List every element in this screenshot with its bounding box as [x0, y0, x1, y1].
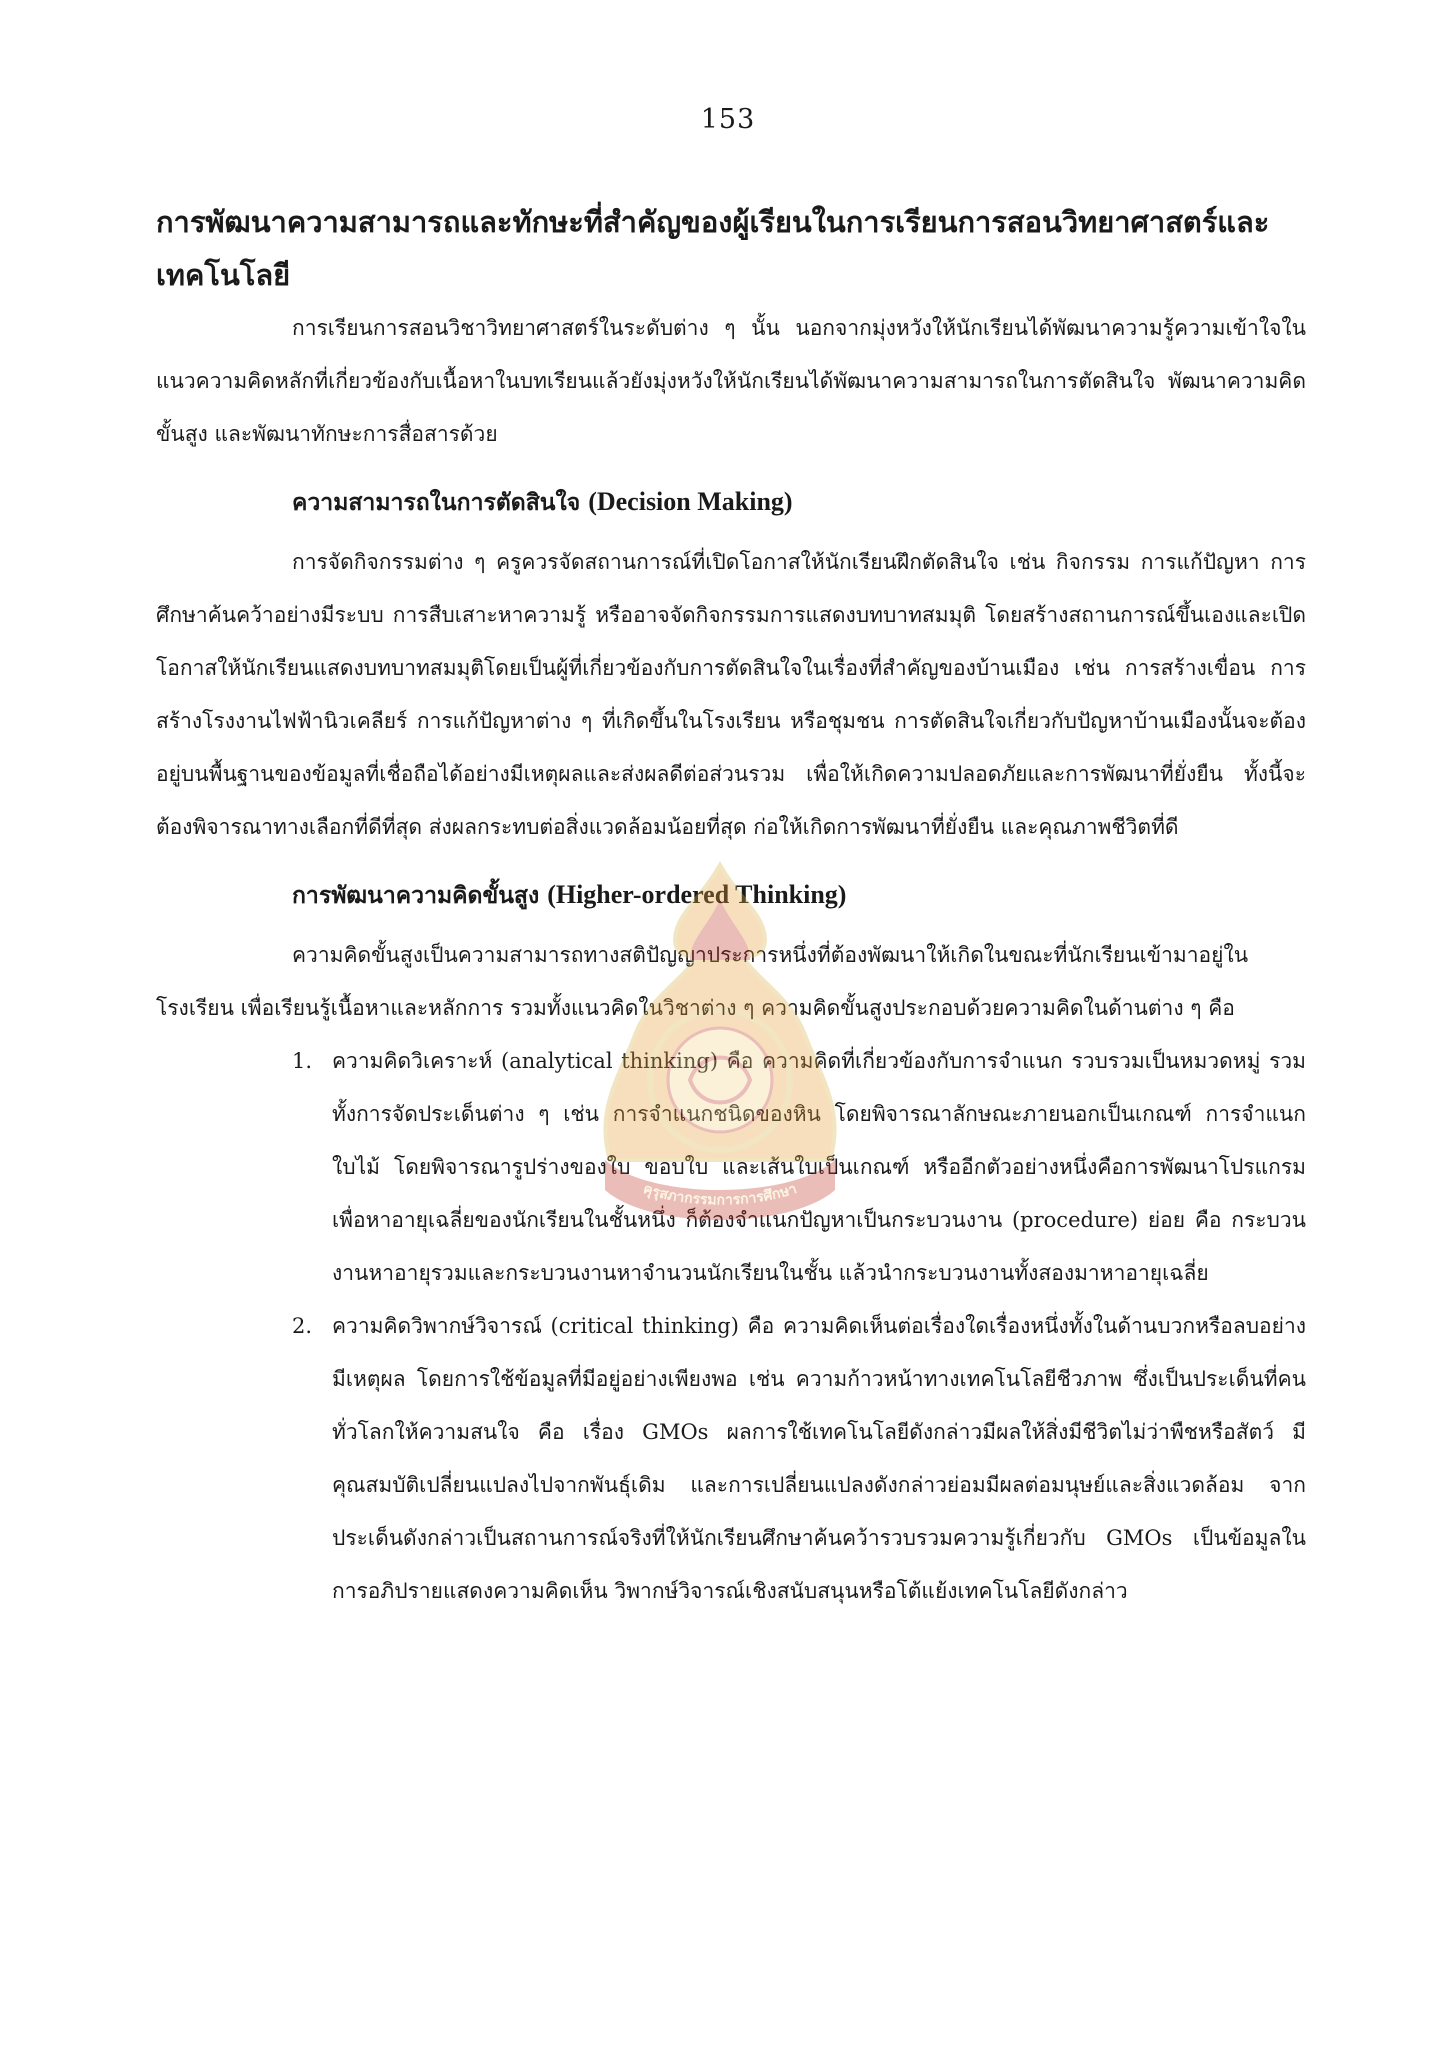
list-item [156, 1300, 1306, 1618]
list-item [156, 1035, 1306, 1300]
intro-paragraph: การเรียนการสอนวิชาวิทยาศาสตร์ในระดับต่าง ๆ นั้น นอกจากมุ่งหวังให้นักเรียนได้พัฒนาความรู้ความเข้าใจในแนวความคิดหลักที่เกี่ยวข้องกับเนื้อหาในบทเรียนแล้วยังมุ่งหวังให้นักเรียนได้พัฒนาความสามารถในการตัดสินใจ พัฒนาความคิดขั้นสูง และพัฒนาทักษะการสื่อสารด้วย [156, 316, 1306, 446]
thinking-types-list [156, 1035, 1306, 1618]
section-heading-th: การพัฒนาความคิดขั้นสูง [292, 883, 540, 909]
section-heading-higher-thinking [156, 868, 1306, 923]
section-heading-en: (Higher-ordered Thinking) [547, 880, 847, 909]
section-heading-decision-making [156, 475, 1306, 530]
list-item-text: ความคิดวิเคราะห์ (analytical thinking) คือ ความคิดที่เกี่ยวข้องกับการจำแนก รวบรวมเป็นหมวดหมู่ รวมทั้งการจัดประเด็นต่าง ๆ เช่น การจำแนกชนิดของหิน โดยพิจารณาลักษณะภายนอกเป็นเกณฑ์ การจำแนกใบไม้ โดยพิจารณารูปร่างของใบ ขอบใบ และเส้นใบเป็นเกณฑ์ หรืออีกตัวอย่างหนึ่งคือการพัฒนาโปรแกรมเพื่อหาอายุเฉลี่ยของนักเรียนในชั้นหนึ่ง ก็ต้องจำแนกปัญหาเป็นกระบวนงาน (procedure) ย่อย คือ กระบวนงานหาอายุรวมและกระบวนงานหาจำนวนนักเรียนในชั้น แล้วนำกระบวนงานทั้งสองมาหาอายุเฉลี่ย [332, 1049, 1306, 1285]
page-number: 153 [700, 104, 756, 135]
decision-making-paragraph: การจัดกิจกรรมต่าง ๆ ครูควรจัดสถานการณ์ที่เปิดโอกาสให้นักเรียนฝึกตัดสินใจ เช่น กิจกรรม การแก้ปัญหา การศึกษาค้นคว้าอย่างมีระบบ การสืบเสาะหาความรู้ หรืออาจจัดกิจกรรมการแสดงบทบาทสมมุติ โดยสร้างสถานการณ์ขึ้นเองและเปิดโอกาสให้นักเรียนแสดงบทบาทสมมุติโดยเป็นผู้ที่เกี่ยวข้องกับการตัดสินใจในเรื่องที่สำคัญของบ้านเมือง เช่น การสร้างเขื่อน การสร้างโรงงานไฟฟ้านิวเคลียร์ การแก้ปัญหาต่าง ๆ ที่เกิดขึ้นในโรงเรียน หรือชุมชน การตัดสินใจเกี่ยวกับปัญหาบ้านเมืองนั้นจะต้องอยู่บนพื้นฐานของข้อมูลที่เชื่อถือได้อย่างมีเหตุผลและส่งผลดีต่อส่วนรวม เพื่อให้เกิดความปลอดภัยและการพัฒนาที่ยั่งยืน ทั้งนี้จะต้องพิจารณาทางเลือกที่ดีที่สุด ส่งผลกระทบต่อสิ่งแวดล้อมน้อยที่สุด ก่อให้เกิดการพัฒนาที่ยั่งยืน และคุณภาพชีวิตที่ดี [156, 550, 1306, 839]
list-item-text: ความคิดวิพากษ์วิจารณ์ (critical thinking) คือ ความคิดเห็นต่อเรื่องใดเรื่องหนึ่งทั้งในด้านบวกหรือลบอย่างมีเหตุผล โดยการใช้ข้อมูลที่มีอยู่อย่างเพียงพอ เช่น ความก้าวหน้าทางเทคโนโลยีชีวภาพ ซึ่งเป็นประเด็นที่คนทั่วโลกให้ความสนใจ คือ เรื่อง GMOs ผลการใช้เทคโนโลยีดังกล่าวมีผลให้สิ่งมีชีวิตไม่ว่าพืชหรือสัตว์ มีคุณสมบัติเปลี่ยนแปลงไปจากพันธุ์เดิม และการเปลี่ยนแปลงดังกล่าวย่อมมีผลต่อมนุษย์และสิ่งแวดล้อม จากประเด็นดังกล่าวเป็นสถานการณ์จริงที่ให้นักเรียนศึกษาค้นคว้ารวบรวมความรู้เกี่ยวกับ GMOs เป็นข้อมูลในการอภิปรายแสดงความคิดเห็น วิพากษ์วิจารณ์เชิงสนับสนุนหรือโต้แย้งเทคโนโลยีดังกล่าว [332, 1314, 1306, 1603]
svg-text:คุรุสภากรรมการการศึกษา: คุรุสภากรรมการการศึกษา [641, 1181, 799, 1209]
section-heading-th: ความสามารถในการตัดสินใจ [292, 490, 581, 516]
list-item-number: 1. [292, 1049, 313, 1073]
page-content [156, 196, 1306, 1618]
section-heading-en: (Decision Making) [588, 487, 793, 516]
higher-thinking-paragraph: ความคิดขั้นสูงเป็นความสามารถทางสติปัญญาประการหนึ่งที่ต้องพัฒนาให้เกิดในขณะที่นักเรียนเข้ามาอยู่ในโรงเรียน เพื่อเรียนรู้เนื้อหาและหลักการ รวมทั้งแนวคิดในวิชาต่าง ๆ ความคิดขั้นสูงประกอบด้วยความคิดในด้านต่าง ๆ คือ [156, 943, 1249, 1020]
list-item-number: 2. [292, 1314, 313, 1338]
page-title: การพัฒนาความสามารถและทักษะที่สำคัญของผู้เรียนในการเรียนการสอนวิทยาศาสตร์และเทคโนโลยี [156, 205, 1270, 292]
